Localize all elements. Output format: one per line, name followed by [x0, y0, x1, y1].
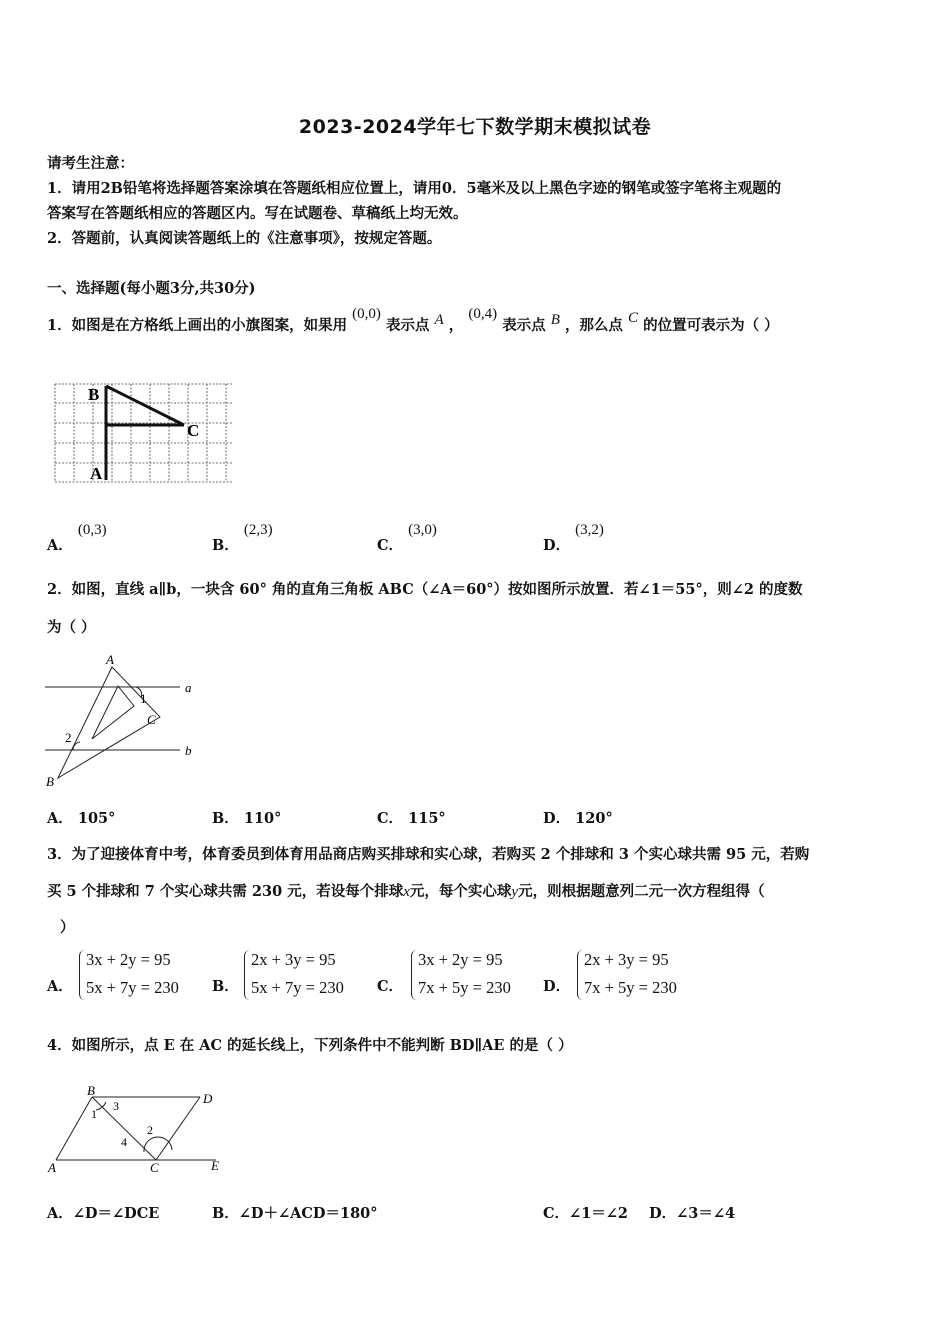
q2-option-c-label: C． — [377, 810, 404, 827]
q3-text-2c: 元，则根据题意列二元一次方程组得（ — [518, 883, 765, 900]
q1-option-d-label: D． — [543, 537, 571, 554]
q3-option-d-eq1: 2x + 3y = 95 — [584, 950, 669, 969]
q1-option-b-label: B． — [212, 537, 239, 554]
q4-stem: 4．如图所示，点 E 在 AC 的延长线上，下列条件中不能判断 BD∥AE 的是（ ） — [47, 1037, 573, 1054]
q1-text-1: 1．如图是在方格纸上画出的小旗图案，如果用 — [47, 317, 348, 334]
q4-option-a-label: A． — [47, 1205, 73, 1222]
q1-fig-label-c: C — [187, 421, 200, 440]
q4-option-c-value: ∠1＝∠2 — [569, 1205, 629, 1222]
q3-var-x: x — [403, 884, 410, 900]
q4-fig-label-b: B — [87, 1083, 95, 1098]
q1-option-d[interactable] — [543, 518, 604, 554]
q4-fig-label-e: E — [211, 1158, 219, 1173]
q1-option-c[interactable] — [377, 518, 437, 554]
q2-option-d-value: 120° — [575, 810, 613, 827]
q2-stem-line-1: 2．如图，直线 a∥b，一块含 60° 角的直角三角板 ABC（∠A＝60°）按如图所示放置．若∠1＝55°，则∠2 的度数 — [47, 581, 803, 598]
notice-heading: 请考生注意： — [47, 155, 134, 172]
q2-option-a-value: 105° — [77, 810, 116, 827]
q4-option-b-label: B． — [212, 1205, 239, 1222]
q2-fig-label-b: B — [46, 774, 54, 789]
q4-option-d-label: D． — [649, 1205, 677, 1222]
q4-option-b[interactable] — [212, 1202, 378, 1223]
q4-option-c[interactable] — [543, 1202, 628, 1223]
q4-fig-angle-2: 2 — [147, 1123, 153, 1137]
q4-fig-angle-1: 1 — [91, 1107, 97, 1121]
q4-option-d[interactable] — [649, 1202, 735, 1223]
q2-fig-angle-2: 2 — [65, 730, 72, 745]
q1-option-a-value: (0,3) — [77, 522, 107, 538]
q3-stem-line-2 — [47, 880, 765, 901]
q1-option-c-value: (3,0) — [408, 522, 437, 538]
q3-option-a-eq1: 3x + 2y = 95 — [86, 950, 171, 969]
q3-option-a-system[interactable] — [86, 946, 179, 1002]
q2-option-d-label: D． — [543, 810, 571, 827]
q1-flag-figure — [50, 378, 240, 490]
q4-parallelogram-figure — [40, 1080, 240, 1176]
q4-option-a-value: ∠D＝∠DCE — [72, 1205, 160, 1222]
q3-var-y: y — [511, 884, 519, 900]
q4-option-a[interactable] — [47, 1202, 159, 1223]
q1-coord-a: (0,0) — [352, 306, 381, 322]
q2-fig-label-a: A — [106, 652, 114, 667]
q1-text-5: 的位置可表示为（ ） — [643, 317, 779, 334]
section-heading: 一、选择题(每小题3分,共30分) — [47, 280, 256, 297]
q2-option-c-value: 115° — [408, 810, 446, 827]
q3-option-d-label[interactable]: D． — [543, 978, 571, 995]
q2-fig-angle-1: 1 — [140, 691, 147, 706]
q3-option-c-system[interactable] — [418, 946, 511, 1002]
q3-option-a-eq2: 5x + 7y = 230 — [86, 978, 179, 997]
q2-fig-label-line-b: b — [185, 743, 192, 758]
q4-fig-label-a: A — [48, 1160, 56, 1175]
q3-text-2a: 买 5 个排球和 7 个实心球共需 230 元，若设每个排球 — [47, 883, 404, 900]
q2-option-a[interactable] — [47, 807, 115, 828]
q1-option-b-value: (2,3) — [243, 522, 273, 538]
q4-option-b-value: ∠D＋∠ACD＝180° — [238, 1205, 378, 1222]
q3-option-c-eq2: 7x + 5y = 230 — [418, 978, 511, 997]
q1-coord-b: (0,4) — [468, 306, 498, 322]
q2-stem-line-2: 为（ ） — [47, 619, 96, 636]
q4-fig-label-d: D — [203, 1091, 213, 1106]
q1-option-b[interactable] — [212, 518, 273, 554]
q3-option-c-eq1: 3x + 2y = 95 — [418, 950, 503, 969]
q2-option-c[interactable] — [377, 807, 446, 828]
q3-stem-line-1: 3．为了迎接体育中考，体育委员到体育用品商店购买排球和实心球，若购买 2 个排球和 3 个实心球共需 95 元，若购 — [47, 846, 810, 863]
q4-fig-label-c: C — [150, 1160, 159, 1175]
q1-option-c-label: C． — [377, 537, 404, 554]
q2-option-b-label: B． — [212, 810, 239, 827]
q1-option-a[interactable] — [47, 518, 107, 554]
q2-option-b-value: 110° — [243, 810, 282, 827]
q3-option-b-eq2: 5x + 7y = 230 — [251, 978, 344, 997]
q2-fig-label-line-a: a — [185, 680, 192, 695]
q1-fig-label-a: A — [90, 464, 103, 483]
q1-option-a-label: A． — [47, 537, 73, 554]
q1-stem — [47, 306, 779, 335]
q3-option-b-eq1: 2x + 3y = 95 — [251, 950, 336, 969]
q2-option-a-label: A． — [47, 810, 73, 827]
q3-option-d-eq2: 7x + 5y = 230 — [584, 978, 677, 997]
q1-text-4: ，那么点 — [564, 317, 623, 334]
notice-line-1b: 答案写在答题纸相应的答题区内。写在试题卷、草稿纸上均无效。 — [47, 205, 468, 222]
q1-text-2: 表示点 — [385, 317, 430, 334]
q1-point-a: A — [434, 312, 444, 328]
q1-text-3: 表示点 — [502, 317, 546, 334]
q1-point-c: C — [628, 310, 639, 326]
q1-comma: ， — [448, 317, 464, 334]
q1-fig-label-b: B — [88, 385, 100, 404]
q2-fig-label-c: C — [147, 712, 156, 727]
notice-line-1a: 1．请用2B铅笔将选择题答案涂填在答题纸相应位置上，请用0．5毫米及以上黑色字迹的钢笔或签字笔将主观题的 — [47, 180, 782, 197]
q3-option-b-system[interactable] — [251, 946, 344, 1002]
q3-option-d-system[interactable] — [584, 946, 677, 1002]
q4-fig-angle-3: 3 — [113, 1099, 119, 1113]
q3-stem-line-3: ） — [60, 919, 75, 936]
page-title: 2023-2024学年七下数学期末模拟试卷 — [298, 116, 652, 138]
q2-triangle-figure — [40, 650, 210, 792]
q2-option-b[interactable] — [212, 807, 281, 828]
q4-fig-angle-4: 4 — [121, 1135, 127, 1149]
q3-option-a-label[interactable]: A． — [47, 978, 73, 995]
notice-line-2: 2．答题前，认真阅读答题纸上的《注意事项》，按规定答题。 — [47, 230, 442, 247]
q1-option-d-value: (3,2) — [575, 522, 604, 538]
q3-option-c-label[interactable]: C． — [377, 978, 404, 995]
q3-option-b-label[interactable]: B． — [212, 978, 239, 995]
q4-option-c-label: C． — [543, 1205, 570, 1222]
q1-point-b: B — [550, 312, 560, 328]
q4-option-d-value: ∠3＝∠4 — [676, 1205, 736, 1222]
q3-text-2b: 元，每个实心球 — [409, 883, 512, 900]
q2-option-d[interactable] — [543, 807, 613, 828]
